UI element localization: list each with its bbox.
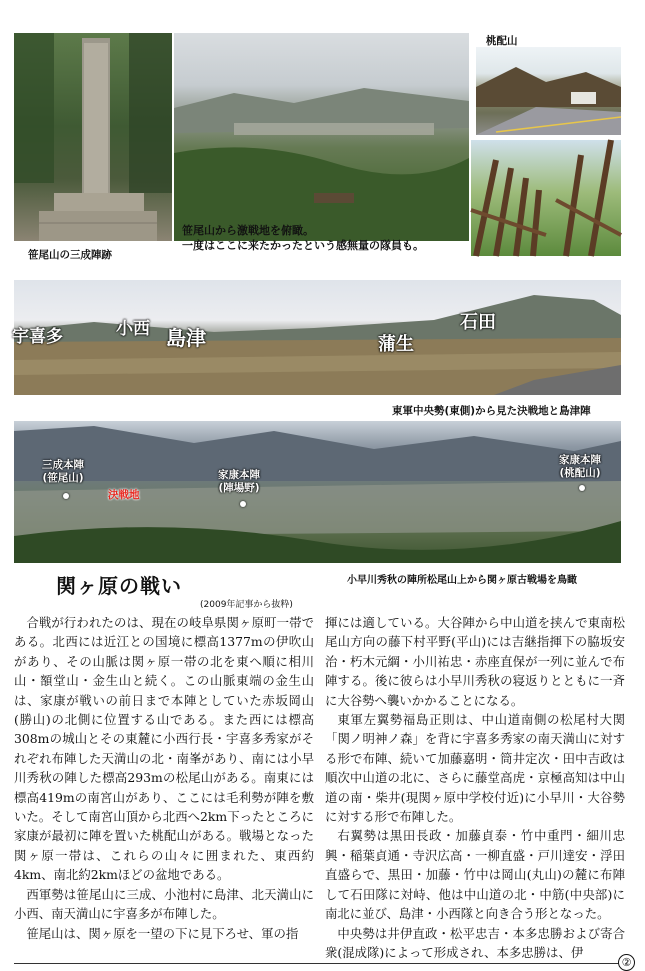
panorama-label-shimazu: 島津 [166,326,206,350]
left-paragraph-2: 西軍勢は笹尾山に三成、小池村に島津、北天満山に小西、南天満山に宇喜多が布陣した。 [14,886,314,922]
mitsunari-marker [63,493,69,499]
left-paragraph-3: 笹尾山は、関ヶ原を一望の下に見下ろせ、軍の指 [26,925,299,941]
overlook-photo [174,33,469,252]
monument-scene [14,33,172,241]
ieyasu-jinba-line1: 家康本陣 [218,469,260,481]
panorama-label-gamo: 蒲生 [378,334,414,355]
ieyasu-jinba-line2: (陣場野) [218,482,260,494]
valley-label-ieyasu-momo [559,454,601,480]
valley-label-battlefield: 決戦地 [108,489,140,501]
momokubari-label: 桃配山 [486,35,518,47]
ieyasu-momo-line1: 家康本陣 [559,454,601,466]
overlook-caption-line1: 笹尾山から激戦地を俯瞰。 [182,224,314,237]
panorama-label-ukita: 宇喜多 [12,327,63,347]
panorama-scene [14,280,621,395]
mitsunari-line1: 三成本陣 [42,459,84,471]
page-number: ② [618,954,635,971]
right-paragraph-2: 東軍左翼勢福島正則は、中山道南側の松尾村大関「関ノ明神ノ森」を背に宇喜多秀家の南天満山に対する形で布陣、続いて加藤嘉明・筒井定次・田中吉政は順次中山道の北に、さらに藤堂高虎・京極高知は中山道の南・柴井(現関ヶ原中学校付近)に小早川・大谷勢に対する形で布陣した。 [325,712,625,825]
left-paragraph-1: 合戦が行われたのは、現在の岐阜県関ヶ原町一帯である。北西には近江との国境に標高1377mの伊吹山があり、その山脈は関ヶ原一帯の北を東へ順に相川山・額堂山・金生山と続く。この山脈東端の金生山は、家康が戦いの前日まで本陣としていた赤坂岡山(勝山)の北側に位置する山である。また西には標高308mの城山とその東麓に小西行長・宇喜多秀家がそれぞれ布陣した天満山の北・南峯があり、南には小早川秀秋の陣した標高293mの松尾山がある。南東には標高419mの南宮山があり、ここには毛利勢が陣を敷いた。そして南宮山頂から北西へ2km下ったところに家康が最初に陣を置いた桃配山がある。戦場となった関ヶ原一帯は、これらの山々に囲まれた、東西約4km、南北約2kmほどの盆地である。 [14,615,314,883]
overlook-caption-line2: 一度はここに来たかったという感無量の隊員も。 [182,239,424,252]
ieyasu-momo-line2: (桃配山) [559,467,601,479]
right-paragraph-1: 揮には適している。大谷陣から中山道を挟んで東南松尾山方向の藤下村平野(平山)には吉継指揮下の脇坂安治・朽木元綱・小川祐忠・赤座直保が一列に並んで布陣する。後に彼らは小早川秀秋の寝返りとともに一斉に大谷勢へ襲いかかることになる。 [325,615,625,708]
overlook-scene [174,33,469,241]
ieyasu-momo-marker [579,485,585,491]
article-title: 関ヶ原の戦い [56,574,182,598]
article-note: (2009年記事から抜粋) [200,600,293,610]
valley-scene [14,421,621,563]
fence-photo [471,140,621,256]
footer-rule [14,963,623,964]
monument-caption: 笹尾山の三成陣跡 [28,249,112,261]
monument-photo [14,33,172,241]
article-right-column [325,613,625,962]
right-paragraph-3: 右翼勢は黒田長政・加藤貞泰・竹中重門・細川忠興・稲葉貞通・寺沢広高・一柳直盛・戸川達安・浮田直盛らで、黒田・加藤・竹中は岡山(丸山)の麓に布陣して石田隊に対峙、他は中山道の北・中筋(中央部)に南北に並び、島津・小西隊と向き合う形となった。 [325,828,625,922]
panorama-photo [14,280,621,395]
fence-scene [471,140,621,256]
valley-label-mitsunari [42,459,84,485]
right-paragraph-4: 中央勢は井伊直政・松平忠吉・本多忠勝および寄合衆(混成隊)によって形成され、本多忠勝は、伊 [325,925,625,960]
valley-label-ieyasu-jinba [218,469,260,495]
panorama-label-ishida: 石田 [460,312,496,333]
ieyasu-jinba-marker [240,501,246,507]
mitsunari-line2: (笹尾山) [42,472,84,484]
panorama-caption: 東軍中央勢(東側)から見た決戦地と島津陣 [392,405,591,417]
momokubari-scene [476,47,621,135]
article-left-column [14,613,314,943]
valley-caption: 小早川秀秋の陣所松尾山上から関ヶ原古戦場を鳥瞰 [347,575,577,586]
valley-photo [14,421,621,563]
momokubari-photo [476,47,621,135]
panorama-label-konishi: 小西 [116,319,150,339]
